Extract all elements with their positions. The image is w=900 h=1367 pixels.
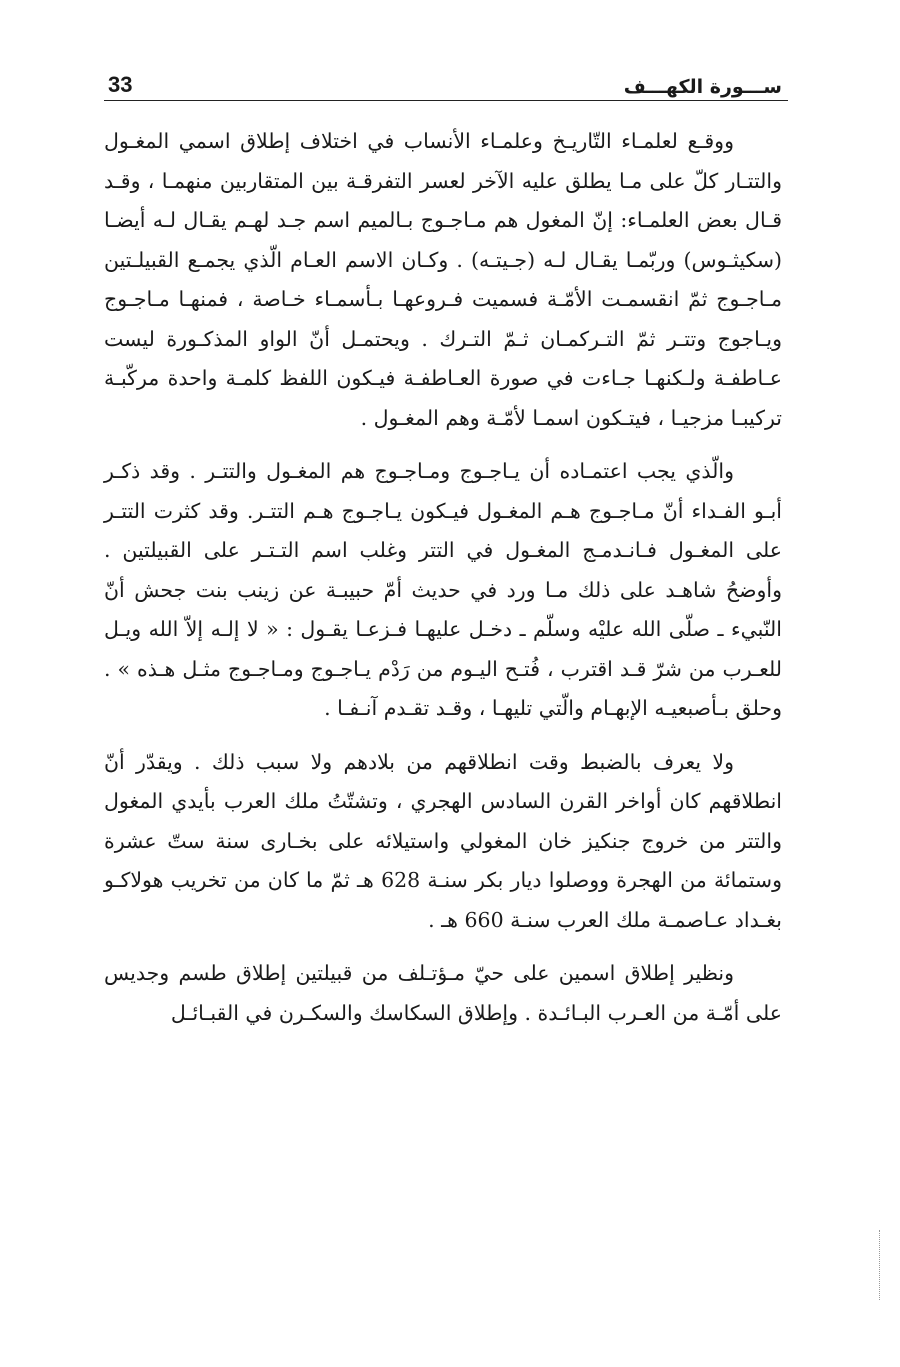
paragraph: والّذي يجب اعتمـاده أن يـاجـوج ومـاجـوج هم المغـول والتتـر . وقد ذكـر أبـو الفـداء أنّ مـاجـوج هـم المغـول فيـكون يـاجـوج هـم التتـر. وقد كثرت التتـر على المغـول فـانـدمـج المغـول في التتر وغلب اسم التـتـر على القبيلتين . وأوضحُ شاهـد على ذلك مـا ورد في حديث أمّ حبيبـة عن زينب بنت جحش أنّ النّبيء ـ صلّى الله عليْه وسلّم ـ دخـل عليهـا فـزعـا يقـول : « لا إلـه إلاّ الله ويـل للعـرب من شرّ قـد اقترب ، فُتـح اليـوم من رَدْم يـاجـوج ومـاجـوج مثـل هـذه » . وحلق بـأصبعيـه الإبهـام والّتي تليهـا ، وقـد تقـدم آنـفـا .	[104, 459, 782, 720]
page-number: 33	[108, 72, 133, 97]
paragraph: ووقـع لعلمـاء التّاريـخ وعلمـاء الأنساب في اختلاف إطلاق اسمي المغـول والتتـار كلّ على مـا يطلق عليه الآخر لعسر التفرقـة بين المتقاربين منهمـا ، وقـد قـال بعض العلمـاء: إنّ المغول هم مـاجـوج بـالميم اسم جـد لهـم يقـال لـه أيضـا (سكيثـوس) وربّمـا يقـال لـه (جـيتـه) . وكـان الاسم العـام الّذي يجمـع القبيلـتين مـاجـوج ثمّ انقسمـت الأمّـة فسميت فـروعهـا بـأسمـاء خـاصة ، فمنهـا مـاجـوج ويـاجوج وتتـر ثمّ التـركمـان ثـمّ التـرك . ويحتمـل أنّ الواو المذكـورة ليست عـاطفـة ولـكنهـا جـاءت في صورة العـاطفـة فيـكون اللفظ كلمـة واحدة مركّبـة تركيبـا مزجيـا ، فيتـكون اسمـا لأمّـة وهم المغـول .	[104, 129, 782, 430]
scan-margin-mark	[875, 1230, 880, 1300]
page-body	[104, 122, 782, 1033]
running-title: ســـورة الكهـــف	[623, 76, 782, 98]
page-header	[108, 64, 782, 98]
header-divider	[104, 100, 788, 101]
paragraph: ولا يعرف بالضبط وقت انطلاقهم من بلادهم ولا سبب ذلك . ويقدّر أنّ انطلاقهم كان أواخر القرن السادس الهجري ، وتشتّتُ ملك العرب بأيدي المغول والتتر من خروج جنكيز خان المغولي واستيلائه على بخـارى سنة ستّ عشرة وستمائة من الهجرة ووصلوا ديار بكر سنـة 628 هـ ثمّ ما كان من تخريب هولاكـو بغـداد عـاصمـة ملك العرب سنـة 660 هـ .	[104, 749, 782, 932]
paragraph: ونظير إطلاق اسمين على حيّ مـؤتـلف من قبيلتين إطلاق طسم وجديس على أمّـة من العـرب البـائـدة . وإطلاق السكاسك والسكـرن في القبـائـل	[104, 961, 782, 1025]
